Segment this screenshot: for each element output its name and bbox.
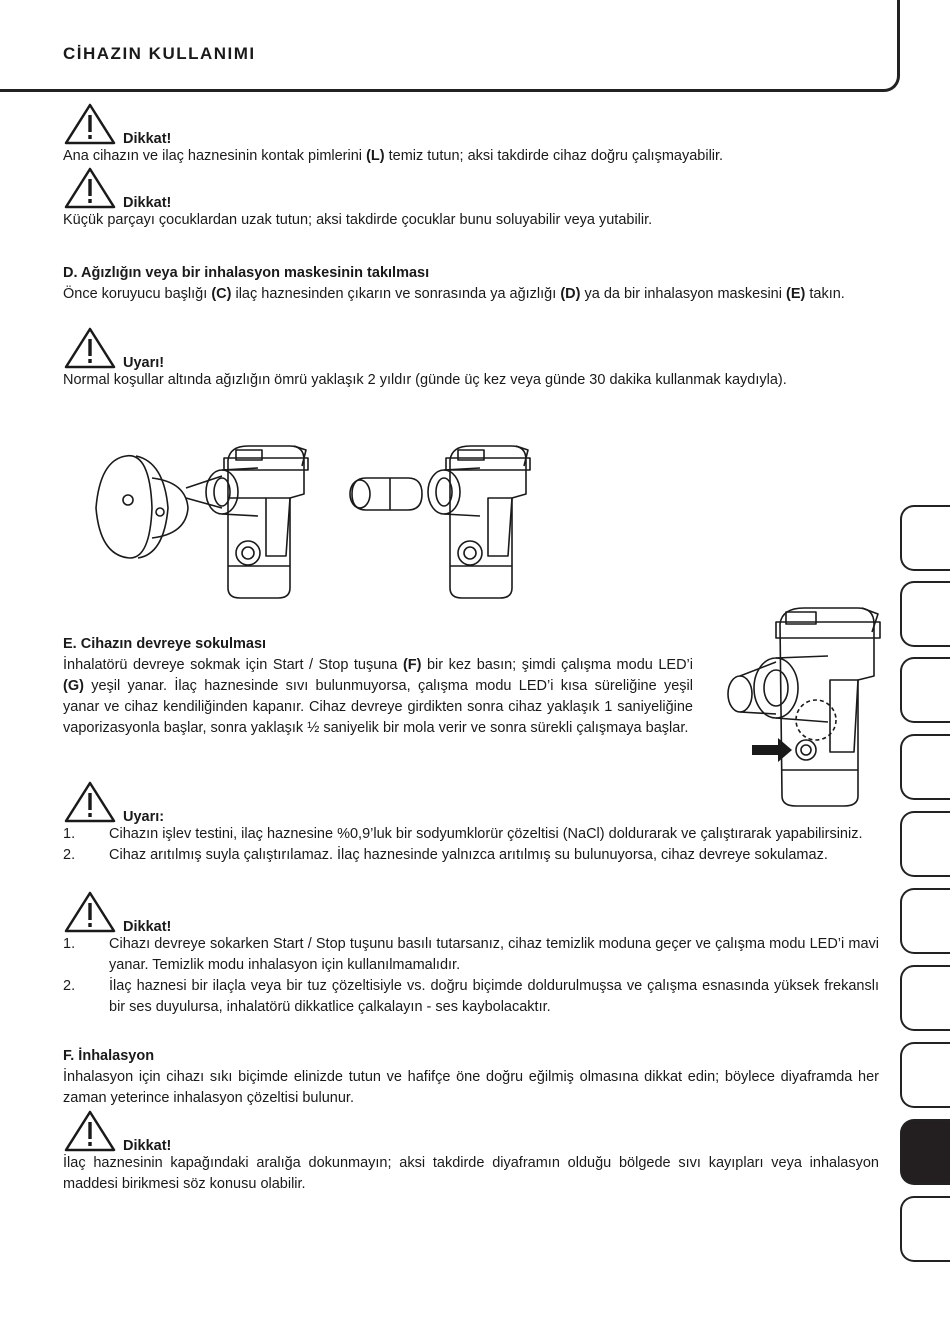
warning-triangle-icon — [63, 780, 117, 824]
start-stop-illustration — [722, 602, 888, 808]
section-d — [63, 263, 879, 305]
list-item: 1. Cihazın işlev testini, ilaç haznesine %0,9’luk bir sodyumklorür çözeltisi (NaCl) doldurarak ve çalıştırarak yapabilirsiniz. — [63, 826, 863, 842]
warning-text: Normal koşullar altında ağızlığın ömrü yaklaşık 2 yıldır (günde üç kez veya günde 30 dakika kullanmak kaydıyla). — [63, 372, 787, 388]
chapter-tab-active[interactable] — [900, 1119, 950, 1185]
warning-block — [63, 330, 879, 391]
warning-triangle-icon — [63, 326, 117, 370]
warning-title: Uyarı! — [123, 355, 165, 371]
chapter-tab[interactable] — [900, 1196, 950, 1262]
warning-text: Küçük parçayı çocuklardan uzak tutun; aksi takdirde çocuklar bunu soluyabilir veya yutabilir. — [63, 212, 653, 228]
chapter-tab[interactable] — [900, 734, 950, 800]
list-item: 1. Cihazı devreye sokarken Start / Stop tuşunu basılı tutarsanız, cihaz temizlik moduna geçer ve çalışma modu LED’i mavi yanar. Temizlik modu inhalasyon için kullanılmamalıdır. — [63, 936, 879, 973]
warning-title: Dikkat! — [123, 131, 172, 147]
section-text: Önce koruyucu başlığı (C) ilaç haznesinden çıkarın ve sonrasında ya ağızlığı (D) ya da bir inhalasyon maskesini (E) takın. — [63, 286, 845, 302]
section-title: D. Ağızlığın veya bir inhalasyon maskesinin takılması — [63, 265, 430, 281]
chapter-tab[interactable] — [900, 965, 950, 1031]
warning-title: Dikkat! — [123, 1138, 172, 1154]
warning-block — [63, 1113, 879, 1195]
chapter-tab[interactable] — [900, 1042, 950, 1108]
section-title: E. Cihazın devreye sokulması — [63, 636, 267, 652]
section-f — [63, 1046, 879, 1109]
chapter-tab[interactable] — [900, 505, 950, 571]
numbered-list — [63, 934, 879, 1018]
chapter-tab[interactable] — [900, 888, 950, 954]
nebulizer-illustration — [90, 438, 550, 608]
chapter-tab[interactable] — [900, 811, 950, 877]
section-text: İnhalasyon için cihazı sıkı biçimde elinizde tutun ve hafifçe öne doğru eğilmiş olmasına dikkat edin; böylece diyaframda her zaman yeterince inhalasyon çözeltisi bulunur. — [63, 1069, 879, 1106]
warning-triangle-icon — [63, 890, 117, 934]
warning-text: İlaç haznesinin kapağındaki aralığa dokunmayın; aksi takdirde diyaframın olduğu bölgede sıvı kayıpları veya inhalasyon maddesi birikmesi söz konusu olabilir. — [63, 1155, 879, 1192]
warning-title: Dikkat! — [123, 195, 172, 211]
warning-title: Uyarı: — [123, 809, 165, 825]
numbered-list — [63, 824, 879, 866]
chapter-tab[interactable] — [900, 657, 950, 723]
page-title: CİHAZIN KULLANIMI — [63, 44, 256, 63]
warning-block — [63, 894, 879, 1018]
section-text: İnhalatörü devreye sokmak için Start / Stop tuşuna (F) bir kez basın; şimdi çalışma modu LED’i (G) yeşil yanar. İlaç haznesinde sıvı bulunmuyorsa, çalışma modu LED’i kısa süreliğine yeşil yanar ve cihaz kendiliğinden kapanır. Cihaz devreye girdikten sonra cihaz yaklaşık 1 saniyeliğine vaporizasyonla başlar, sonra yaklaşık ½ saniyelik bir mola verir ve sonra sürekli çalışmaya başlar. — [63, 657, 693, 736]
warning-block — [63, 170, 879, 231]
warning-triangle-icon — [63, 1109, 117, 1153]
list-item: 2. İlaç haznesi bir ilaçla veya bir tuz çözeltisiyle vs. doğru biçimde doldurulmuşsa ve çalışma esnasında yüksek frekanslı bir ses duyulursa, inhalatörü dikkatlice çalkalayın - ses kaybolacaktır. — [63, 978, 879, 1015]
warning-triangle-icon — [63, 102, 117, 146]
warning-triangle-icon — [63, 166, 117, 210]
chapter-tab[interactable] — [900, 581, 950, 647]
warning-block — [63, 106, 879, 167]
section-title: F. İnhalasyon — [63, 1048, 155, 1064]
list-item: 2. Cihaz arıtılmış suyla çalıştırılamaz. İlaç haznesinde yalnızca arıtılmış su bulunuyorsa, cihaz devreye sokulamaz. — [63, 847, 828, 863]
warning-title: Dikkat! — [123, 919, 172, 935]
warning-text: Ana cihazın ve ilaç haznesinin kontak pimlerini (L) temiz tutun; aksi takdirde cihaz doğru çalışmayabilir. — [63, 148, 724, 164]
section-e — [63, 634, 693, 739]
